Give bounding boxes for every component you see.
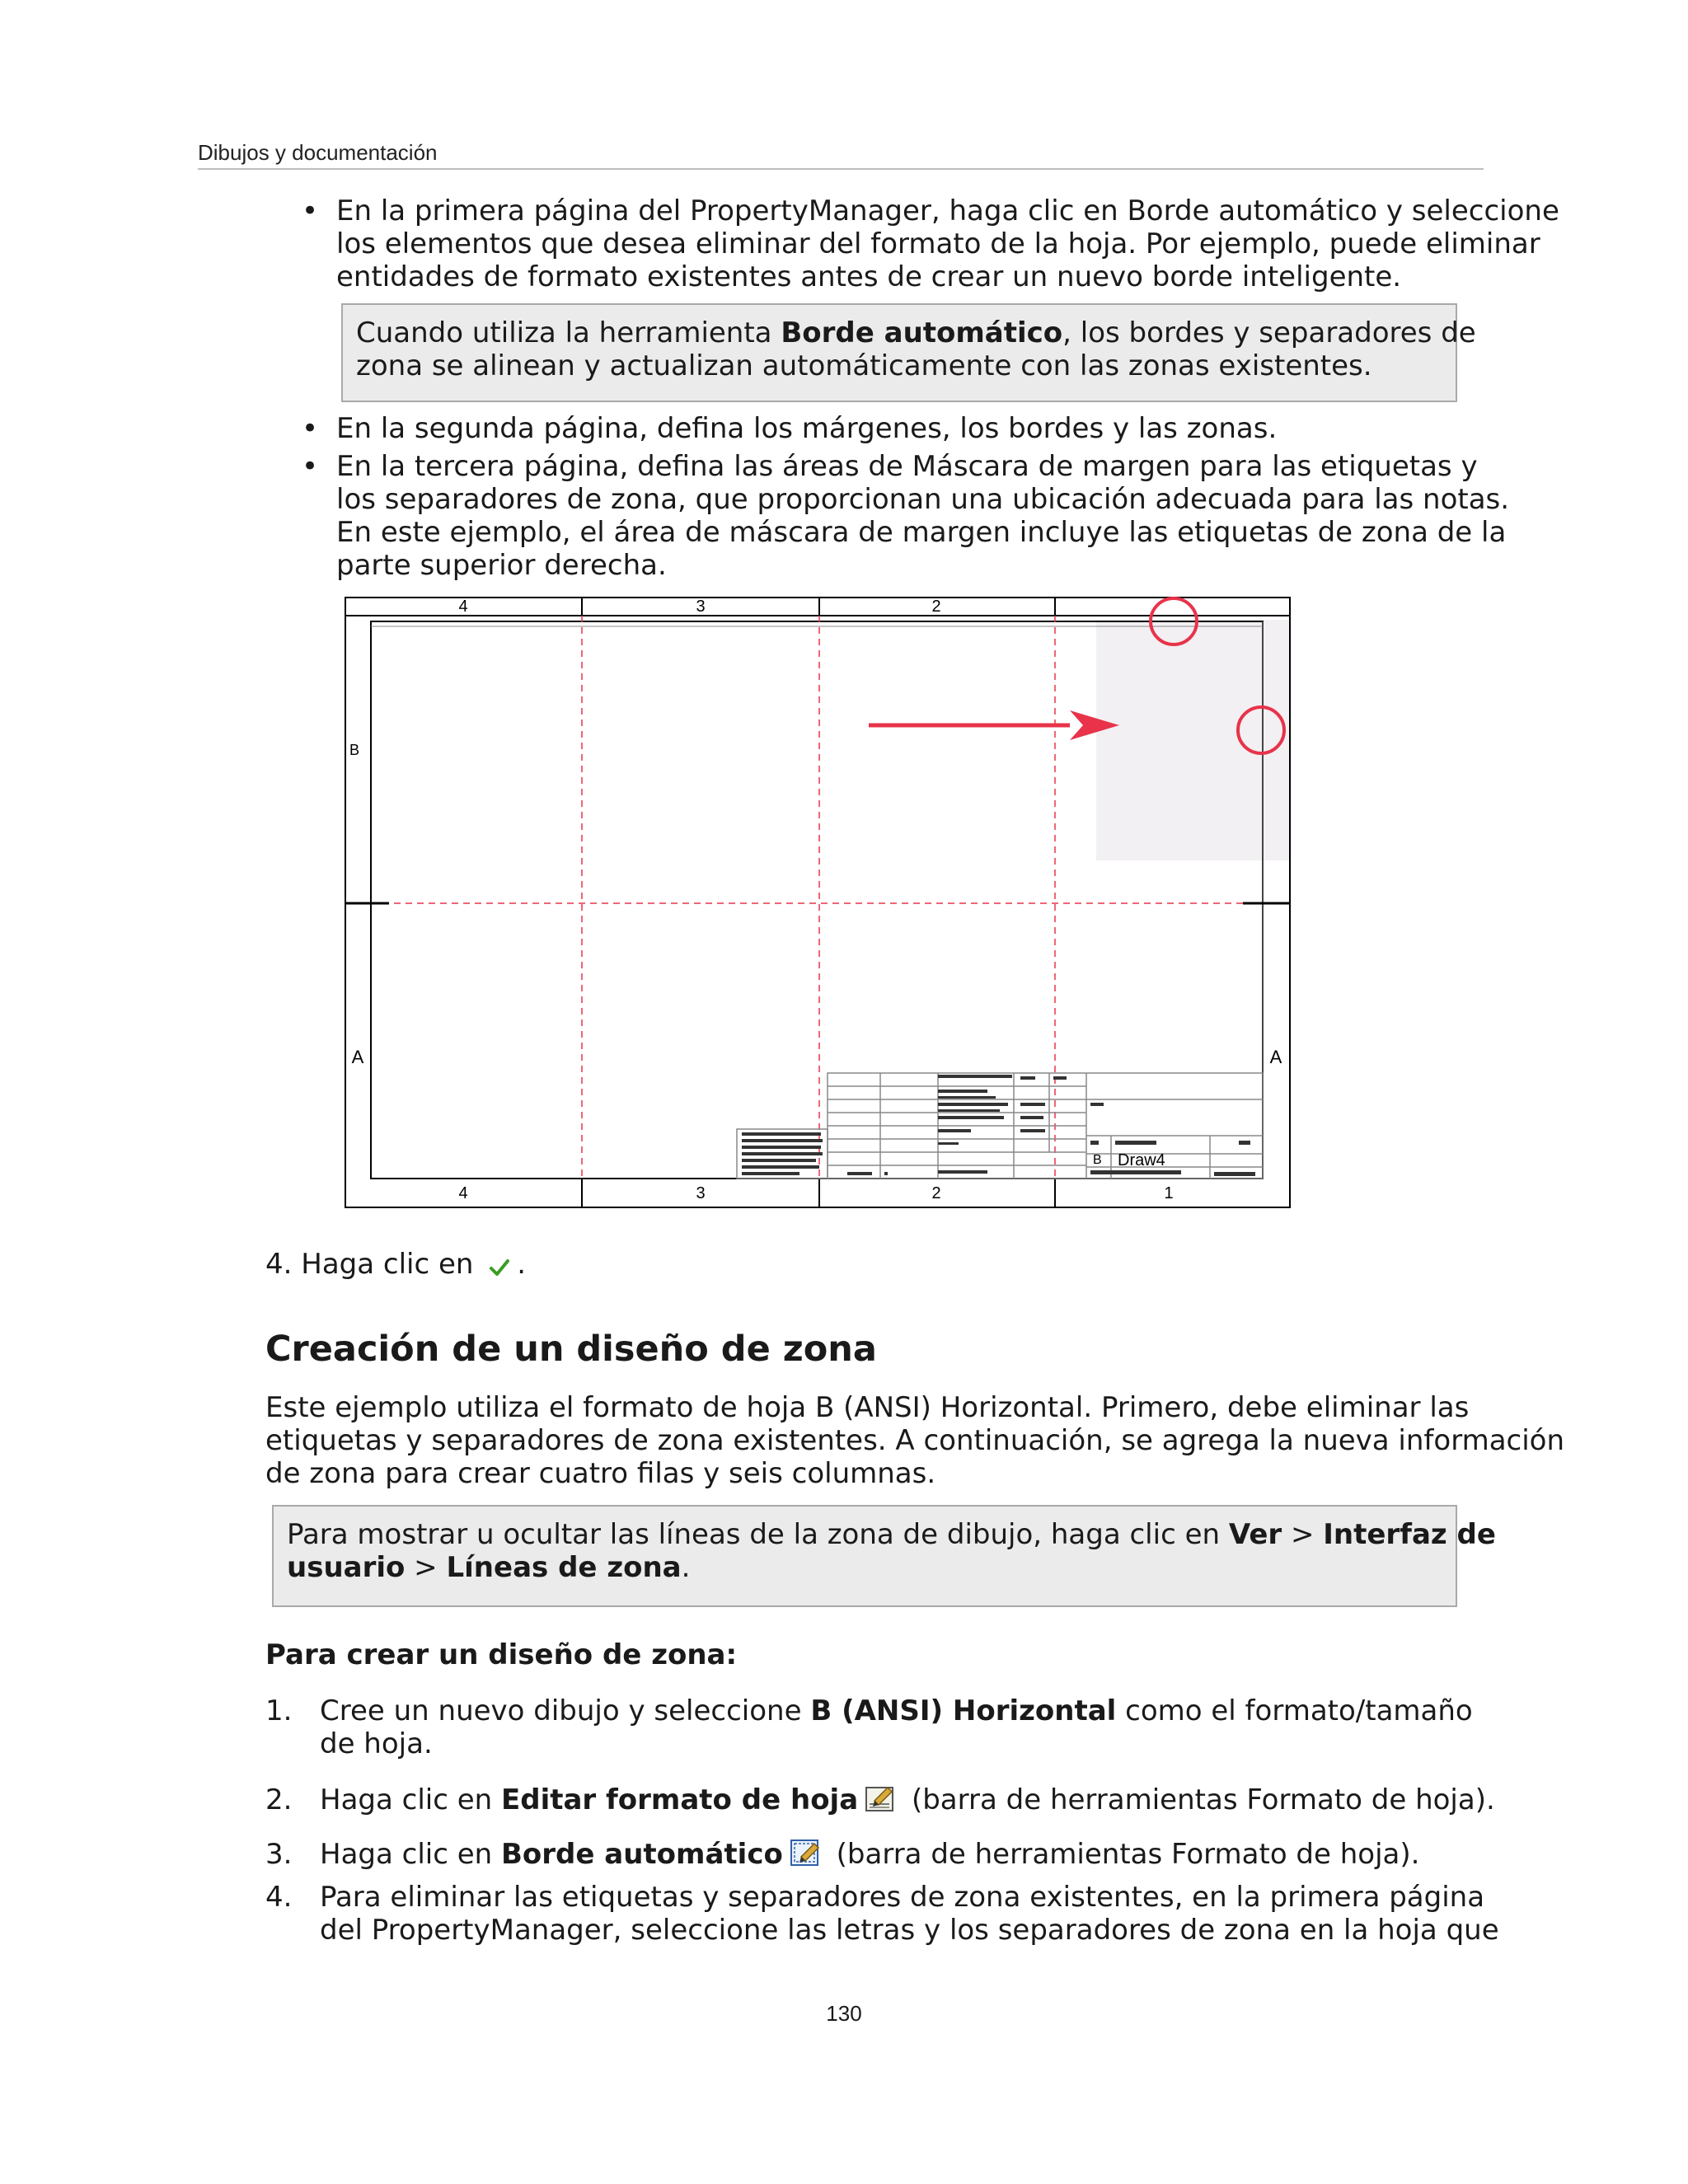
col-label-top: 3 bbox=[696, 598, 706, 616]
title-block-size: B bbox=[1093, 1153, 1102, 1167]
step-number: 3. bbox=[265, 1838, 293, 1871]
note-text: > bbox=[1282, 1518, 1324, 1551]
header-rule bbox=[198, 168, 1484, 170]
paragraph-line: Este ejemplo utiliza el formato de hoja B (ANSI) Horizontal. Primero, debe eliminar las bbox=[265, 1391, 1470, 1424]
procedure-step-4 bbox=[320, 1881, 1499, 1947]
procedure-step-1 bbox=[320, 1694, 1473, 1760]
note-bold-term: Líneas de zona bbox=[446, 1551, 682, 1584]
note-text: . bbox=[681, 1551, 691, 1584]
note-bold-term: Interfaz de bbox=[1323, 1518, 1496, 1551]
note-text: zona se alinean y actualizan automáticamente con las zonas existentes. bbox=[356, 349, 1372, 382]
auto-border-icon[interactable] bbox=[790, 1839, 821, 1876]
section-title: Creación de un diseño de zona bbox=[265, 1329, 877, 1370]
bullet-dot: • bbox=[302, 194, 319, 227]
section-intro bbox=[265, 1391, 1564, 1490]
col-label-bottom: 3 bbox=[696, 1184, 706, 1202]
step-number: 2. bbox=[265, 1783, 293, 1816]
zone-drawing-figure bbox=[345, 597, 1291, 1208]
bullet-line: En este ejemplo, el área de máscara de margen incluye las etiquetas de zona de la bbox=[336, 516, 1507, 549]
col-label-bottom: 1 bbox=[1164, 1184, 1174, 1202]
step-text: como el formato/tamaño bbox=[1116, 1694, 1473, 1727]
col-label-top: 4 bbox=[458, 598, 468, 616]
step-bold-term: Editar formato de hoja bbox=[501, 1783, 859, 1816]
note-text: , los bordes y separadores de bbox=[1062, 316, 1476, 349]
bullet-line: los separadores de zona, que proporcionan una ubicación adecuada para las notas. bbox=[336, 483, 1510, 516]
step-number: 4. bbox=[265, 1881, 293, 1914]
procedure-title: Para crear un diseño de zona: bbox=[265, 1638, 738, 1671]
bullet-line: En la primera página del PropertyManager, haga clic en Borde automático y seleccione bbox=[336, 194, 1559, 227]
step-text: 4. Haga clic en bbox=[265, 1248, 474, 1281]
step-text: (barra de herramientas Formato de hoja). bbox=[827, 1838, 1420, 1871]
step-text: Haga clic en bbox=[320, 1783, 501, 1816]
bullet-line: los elementos que desea eliminar del formato de la hoja. Por ejemplo, puede eliminar bbox=[336, 227, 1540, 260]
title-block-drawing-name: Draw4 bbox=[1118, 1151, 1165, 1169]
step-bold-term: Borde automático bbox=[501, 1838, 783, 1871]
row-label-left: B bbox=[349, 742, 360, 758]
bullet-dot: • bbox=[302, 412, 319, 445]
procedure-step-2 bbox=[320, 1783, 1495, 1821]
note-box-zone-lines bbox=[272, 1505, 1496, 1607]
bullet-line: En la segunda página, defina los márgenes, los bordes y las zonas. bbox=[336, 412, 1278, 445]
green-check-icon[interactable] bbox=[489, 1253, 510, 1286]
note-bold-term: Ver bbox=[1228, 1518, 1282, 1551]
running-header: Dibujos y documentación bbox=[198, 140, 438, 165]
col-label-top: 2 bbox=[931, 598, 941, 616]
bullet-line: parte superior derecha. bbox=[336, 549, 667, 582]
paragraph-line: de zona para crear cuatro filas y seis columnas. bbox=[265, 1457, 936, 1490]
note-text: Cuando utiliza la herramienta bbox=[356, 316, 781, 349]
bullet-dot: • bbox=[302, 450, 319, 483]
bullet-line: entidades de formato existentes antes de crear un nuevo borde inteligente. bbox=[336, 260, 1402, 293]
col-label-bottom: 2 bbox=[931, 1184, 941, 1202]
bullet-line: En la tercera página, defina las áreas de Máscara de margen para las etiquetas y bbox=[336, 450, 1478, 483]
step-text: del PropertyManager, seleccione las letras y los separadores de zona en la hoja que bbox=[320, 1914, 1499, 1947]
note-box-auto-border bbox=[341, 303, 1476, 402]
step-text: (barra de herramientas Formato de hoja). bbox=[903, 1783, 1495, 1816]
step-text: de hoja. bbox=[320, 1727, 433, 1760]
page-number: 130 bbox=[826, 2001, 862, 2026]
row-label-left: A bbox=[351, 1047, 364, 1067]
step-text: Cree un nuevo dibujo y seleccione bbox=[320, 1694, 811, 1727]
step-number: 1. bbox=[265, 1694, 293, 1727]
step-text: Haga clic en bbox=[320, 1838, 501, 1871]
step-click-accept bbox=[265, 1248, 526, 1286]
procedure-step-3 bbox=[320, 1838, 1419, 1876]
step-text: Para eliminar las etiquetas y separadores de zona existentes, en la primera página bbox=[320, 1881, 1485, 1914]
margin-mask-area bbox=[1096, 620, 1289, 860]
note-text: Para mostrar u ocultar las líneas de la zona de dibujo, haga clic en bbox=[287, 1518, 1229, 1551]
note-text: > bbox=[405, 1551, 447, 1584]
step-text: . bbox=[517, 1248, 527, 1281]
col-label-bottom: 4 bbox=[458, 1184, 468, 1202]
edit-sheet-format-icon[interactable] bbox=[865, 1784, 896, 1821]
paragraph-line: etiquetas y separadores de zona existentes. A continuación, se agrega la nueva información bbox=[265, 1424, 1565, 1457]
note-bold-term: Borde automático bbox=[781, 316, 1063, 349]
step-bold-term: B (ANSI) Horizontal bbox=[810, 1694, 1117, 1727]
row-label-right: A bbox=[1269, 1047, 1282, 1067]
note-bold-term: usuario bbox=[287, 1551, 406, 1584]
